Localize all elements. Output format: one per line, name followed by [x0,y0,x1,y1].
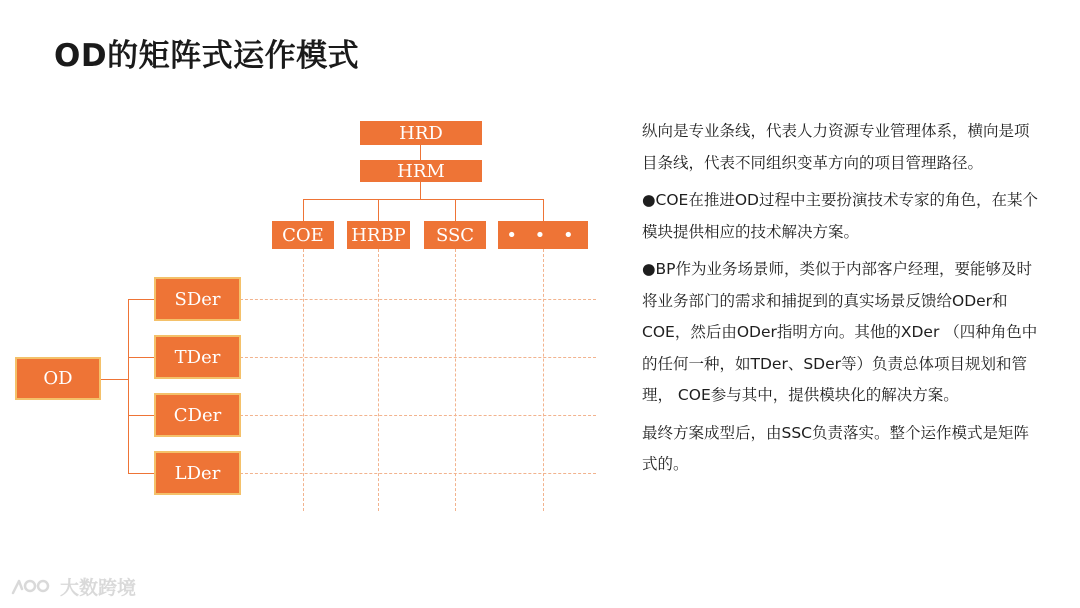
watermark [10,573,136,600]
watermark-logo-icon [10,576,54,598]
connector [128,473,154,474]
lder-box: LDer [154,451,241,495]
connector [420,182,421,199]
connector [455,199,456,221]
coe-box: COE [272,221,334,249]
grid-line [303,249,304,511]
page-title: OD的矩阵式运作模式 [54,38,360,74]
connector [378,199,379,221]
connector [543,199,544,221]
grid-line [378,249,379,511]
grid-line [455,249,456,511]
grid-line [240,299,596,300]
description-panel [642,116,1042,487]
hrbp-box: HRBP [347,221,410,249]
connector [128,299,129,473]
connector [128,299,154,300]
more-box: • • • [498,221,588,249]
connector [128,357,154,358]
cder-box: CDer [154,393,241,437]
hrm-box: HRM [360,160,482,182]
hrd-box: HRD [360,121,482,145]
connector [303,199,304,221]
description-paragraph: ●BP作为业务场景师，类似于内部客户经理，要能够及时将业务部门的需求和捕捉到的真实场景反馈给ODer和COE，然后由ODer指明方向。其他的XDer （四种角色中的任何一种，如TDer、SDer等）负责总体项目规划和管理， COE参与其中，提供模块化的解决方案。 [642,260,1038,404]
grid-line [240,357,596,358]
connector [420,145,421,160]
description-paragraph: 最终方案成型后，由SSC负责落实。整个运作模式是矩阵式的。 [642,423,1030,473]
connector [128,415,154,416]
connector [303,199,543,200]
description-paragraph: 纵向是专业条线，代表人力资源专业管理体系，横向是项目条线，代表不同组织变革方向的项目管理路径。 [642,122,1030,172]
tder-box: TDer [154,335,241,379]
description-paragraph: ●COE在推进OD过程中主要扮演技术专家的角色，在某个模块提供相应的技术解决方案。 [642,191,1038,241]
watermark-text: 大数跨境 [60,577,137,599]
ssc-box: SSC [424,221,486,249]
sder-box: SDer [154,277,241,321]
od-box: OD [15,357,101,400]
connector [101,379,128,380]
grid-line [240,473,596,474]
grid-line [240,415,596,416]
grid-line [543,249,544,511]
